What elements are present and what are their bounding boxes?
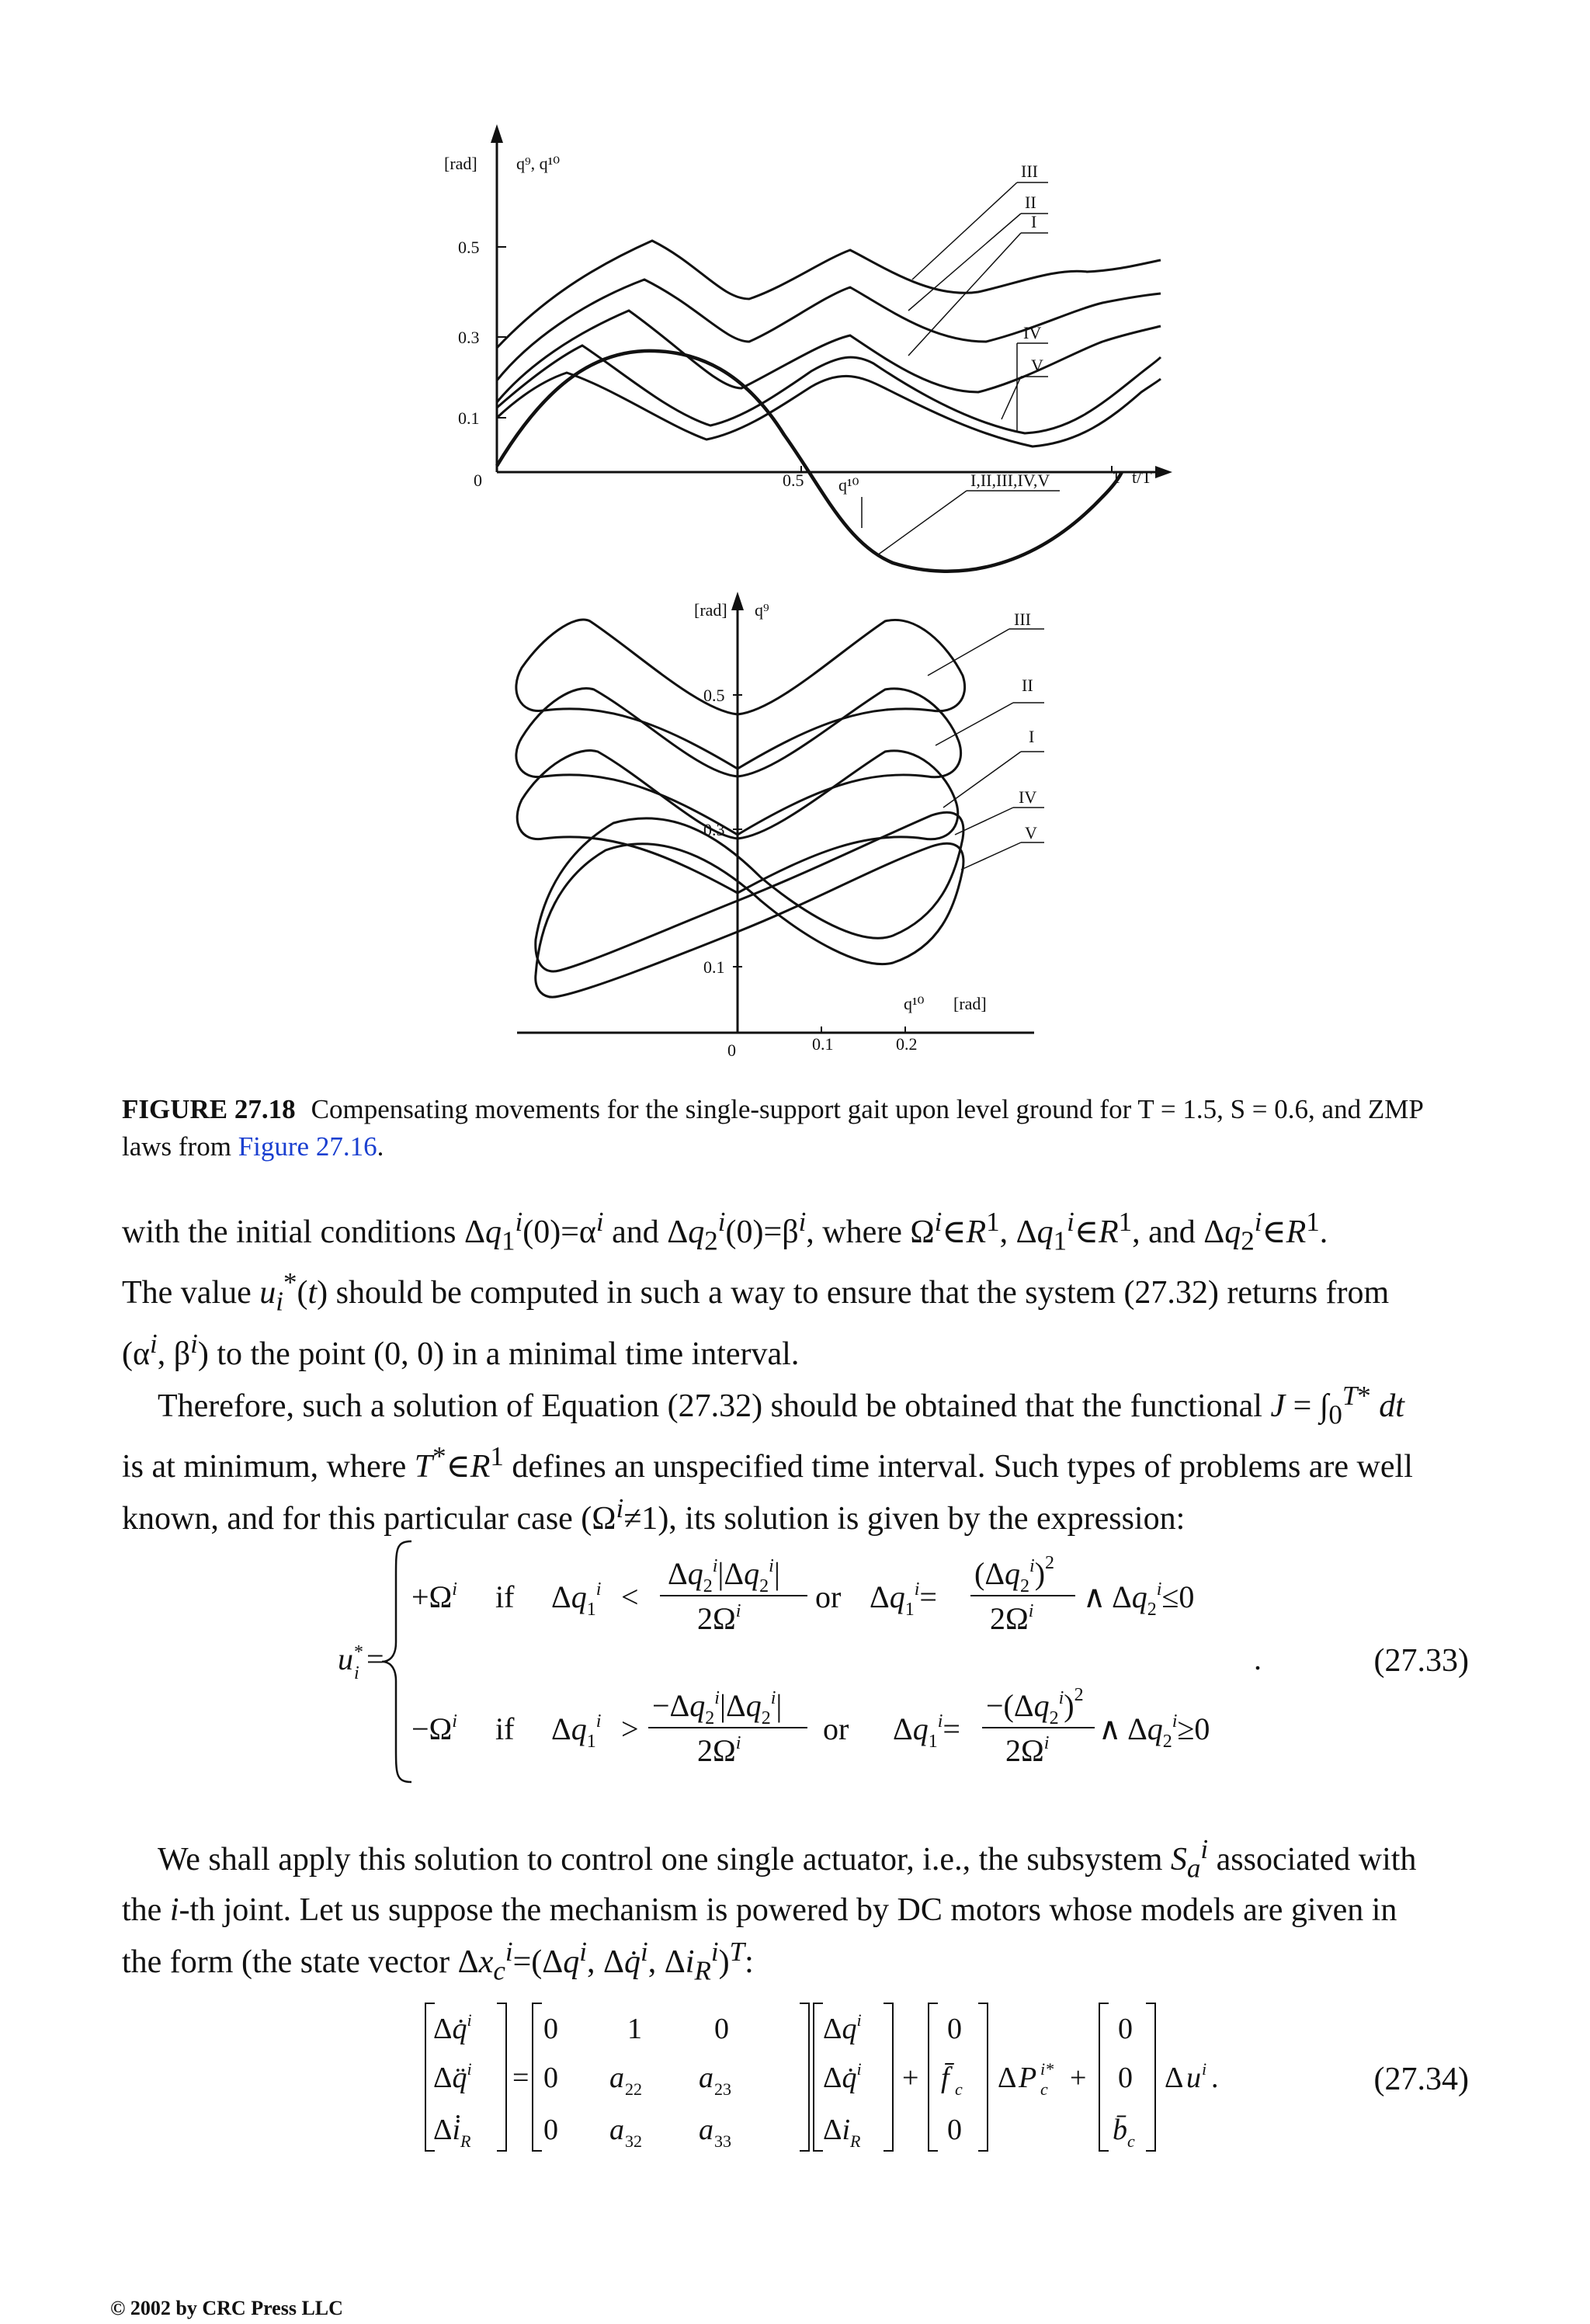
svg-text:2Ωi: $2\Omega^i$ xyxy=(990,1601,1034,1636)
svg-text:*: * xyxy=(354,1642,363,1662)
bottom-label-II: II xyxy=(1022,676,1033,695)
svg-text:∧ Δq2i≥0: ∧ $\Delta q_2^i\ge 0$ xyxy=(1099,1711,1210,1752)
top-curve-III xyxy=(497,241,1161,348)
svg-text:c: c xyxy=(1040,2079,1048,2099)
svg-text:Δq2i|Δq2i|: $\Delta q_2^i|\Delta q_2^i|$ xyxy=(668,1556,780,1596)
bottom-x-tick: 0.2 xyxy=(896,1034,918,1054)
para3-text: We shall apply this solution to control one single actuator, i.e., the subsystem xyxy=(158,1842,1163,1878)
svg-text:33: 33 xyxy=(714,2131,731,2151)
svg-text:c: c xyxy=(955,2079,963,2099)
bottom-x-unit: [rad] xyxy=(953,994,987,1013)
svg-text:0: 0 xyxy=(1118,2062,1133,2094)
bottom-y-unit: [rad] xyxy=(694,600,727,620)
top-x-tick: 1 xyxy=(1112,467,1120,487)
bottom-x-title: q¹⁰ xyxy=(904,994,925,1013)
svg-text:a: a xyxy=(609,2062,624,2094)
svg-text:P: P xyxy=(1019,2062,1037,2094)
figure-caption xyxy=(122,1091,1469,1165)
top-label-V: V xyxy=(1031,356,1043,375)
svg-text:−Ωi: $-\Omega^i$ xyxy=(411,1711,457,1746)
svg-text:=: = xyxy=(512,2062,529,2094)
svg-text:+: + xyxy=(1070,2062,1087,2094)
svg-text:a: a xyxy=(609,2114,624,2146)
top-y-tick: 0.1 xyxy=(458,408,480,428)
eq33-if: if xyxy=(495,1579,515,1614)
svg-text:Δq̈i: Δq̈$^i$ xyxy=(433,2059,472,2094)
para3-text: the form (the state vector xyxy=(122,1944,450,1981)
para1-text: , where xyxy=(806,1214,902,1250)
para1-text: and xyxy=(612,1214,659,1250)
bottom-chart xyxy=(516,592,1044,1060)
svg-text:.: . xyxy=(1211,2062,1219,2094)
svg-text:0: 0 xyxy=(543,2013,558,2045)
svg-text:22: 22 xyxy=(625,2079,642,2099)
figure-27-18 xyxy=(0,0,1590,1087)
svg-text:<: < xyxy=(621,1579,639,1614)
eq33-or: or xyxy=(815,1579,842,1614)
paragraph-3: We shall apply this solution to control one single actuator, i.e., the subsystem $S_a^i$ associated with the i-th joint. Let us suppose the mechanism is powered by DC motors whose models are given in the form (the state vector $\Delta x_c^i=(\Delta q^i$, Δq̇$^i$, $\Delta i_R^i)^T$: xyxy=(122,1834,1417,1986)
svg-text:0: 0 xyxy=(1118,2013,1133,2045)
top-y-title: q⁹, q¹⁰ xyxy=(516,154,561,173)
para1-text: to the point (0, 0) in a minimal time interval. xyxy=(217,1336,800,1372)
top-curve-q10 xyxy=(497,351,1122,571)
svg-text:+: + xyxy=(902,2062,919,2094)
svg-text:a: a xyxy=(699,2114,713,2146)
svg-text:Δqi: $\Delta q^i$ xyxy=(823,2010,862,2045)
top-x-title: t/T xyxy=(1132,467,1152,487)
copyright-footer: © 2002 by CRC Press LLC xyxy=(110,2297,343,2319)
para2-text: defines an unspecified time interval. Such types of problems are well xyxy=(512,1449,1413,1485)
para2-text: known, and for this particular case ( xyxy=(122,1501,592,1537)
bottom-y-title: q⁹ xyxy=(755,600,769,620)
top-y-tick: 0 xyxy=(474,471,482,490)
svg-text:Δq̇i: Δq̇$^i$ xyxy=(433,2010,472,2045)
equation-27-33 xyxy=(311,1530,1320,1786)
svg-text:32: 32 xyxy=(625,2131,642,2151)
svg-text:.: . xyxy=(1254,1641,1262,1676)
svg-text:0: 0 xyxy=(947,2013,962,2045)
svg-text:−Δq2i|Δq2i|: $-\Delta q_2^i|\Delta q_2^i|$ xyxy=(652,1688,783,1728)
svg-text:>: > xyxy=(621,1711,639,1746)
top-y-tick: 0.5 xyxy=(458,238,480,257)
svg-text:i: i xyxy=(1202,2059,1207,2079)
svg-text:b̄: b̄ xyxy=(1113,2114,1127,2146)
top-q10-label: q¹⁰ xyxy=(838,475,859,495)
top-label-II: II xyxy=(1025,193,1036,212)
para1-text: should be computed in such a way to ensure that the system (27.32) returns from xyxy=(335,1275,1390,1311)
top-y-unit: [rad] xyxy=(444,154,477,173)
svg-text:Δq1i=: $\Delta q_1^i=$ xyxy=(870,1579,937,1620)
paragraph-1: with the initial conditions $\Delta q_1^i(0)=\alpha^i$ and $\Delta q_2^i(0)=\beta^i$, where $\Omega^i\in R^1$, $\Delta q_1^i\in R^1$, and $\Delta q_2^i\in R^1$. The value $u_i^*(t)$ should be computed in such a way to ensure that the system (27.32) returns from ($\alpha^i$, $\beta^i$) to the point (0, 0) in a minimal time interval. Therefore, such a solution of Equation (27.32) should be obtained that the functional $J = \int_0^{T*}$ dt is at minimum, where $T^*\in R^1$ defines an unspecified time interval. Such types of problems are well known, and for this particular case $(\Omega^i\ne 1)$, its solution is given by the expression: xyxy=(122,1207,1413,1537)
top-label-IV: IV xyxy=(1023,323,1042,342)
equation-number-27-33: (27.33) xyxy=(1373,1643,1469,1679)
equation-number-27-34: (27.34) xyxy=(1373,2062,1469,2097)
top-label-III: III xyxy=(1021,162,1038,181)
top-x-tick: 0.5 xyxy=(783,471,804,490)
svg-text:∧ Δq2i≤0: ∧ $\Delta q_2^i\le 0$ xyxy=(1083,1579,1195,1620)
svg-text:c: c xyxy=(1127,2131,1135,2151)
bottom-label-I: I xyxy=(1029,727,1035,746)
bottom-x-tick: 0.1 xyxy=(812,1034,834,1054)
svg-text:ΔiR: $\Delta i_R$ xyxy=(823,2114,861,2151)
svg-text:0: 0 xyxy=(543,2114,558,2146)
svg-text:0: 0 xyxy=(714,2013,729,2045)
bottom-y-tick: 0.1 xyxy=(703,957,725,977)
svg-text:2Ωi: $2\Omega^i$ xyxy=(1005,1733,1050,1768)
svg-text:23: 23 xyxy=(714,2079,731,2099)
top-chart xyxy=(444,124,1172,571)
para3-text: the xyxy=(122,1892,162,1929)
svg-text:+Ωi: $+\Omega^i$ xyxy=(411,1579,457,1614)
svg-text:Δq̇i: Δq̇$^i$ xyxy=(823,2059,862,2094)
para3-text: associated with xyxy=(1216,1842,1417,1878)
caption-text: Compensating movements for the single-support gait upon level ground for T = 1.5, S = 0.6, and ZMP laws from xyxy=(122,1094,1423,1162)
eq33-or: or xyxy=(823,1711,849,1746)
bottom-label-III: III xyxy=(1014,610,1031,629)
svg-text:1: 1 xyxy=(627,2013,642,2045)
svg-text:=: = xyxy=(366,1641,384,1676)
para2-text: ), its solution is given by the expression: xyxy=(658,1501,1186,1537)
top-y-tick: 0.3 xyxy=(458,328,480,347)
svg-text:0: 0 xyxy=(543,2062,558,2094)
top-curve-II xyxy=(497,280,1161,380)
bottom-y-tick: 0.5 xyxy=(703,686,725,705)
svg-text:Δq1i: $\Delta q_1^i$ xyxy=(551,1579,602,1620)
para2-text: is at minimum, where xyxy=(122,1449,407,1485)
para1-text: with the initial conditions xyxy=(122,1214,457,1250)
svg-text:i: i xyxy=(354,1663,359,1683)
svg-text:Δq1i: $\Delta q_1^i$ xyxy=(551,1711,602,1752)
caption-label: FIGURE 27.18 xyxy=(122,1094,296,1124)
svg-text:2Ωi: $2\Omega^i$ xyxy=(697,1601,741,1636)
svg-text:Δ: Δ xyxy=(998,2062,1017,2094)
svg-text:0: 0 xyxy=(947,2114,962,2146)
para1-text: , and xyxy=(1132,1214,1196,1250)
para2-text: Therefore, such a solution of Equation (27.32) should be obtained that the functional xyxy=(158,1388,1262,1424)
eq33-if: if xyxy=(495,1711,515,1746)
svg-text:u: u xyxy=(338,1641,353,1676)
bottom-x-tick: 0 xyxy=(727,1040,736,1060)
bottom-y-tick: 0.3 xyxy=(703,820,725,839)
svg-text:2Ωi: $2\Omega^i$ xyxy=(697,1733,741,1768)
svg-text:f̄: f̄ xyxy=(941,2062,949,2094)
caption-end: . xyxy=(377,1131,384,1162)
equation-27-34 xyxy=(419,1996,1273,2159)
top-label-I: I xyxy=(1031,212,1037,231)
top-q10-group-label: I,II,III,IV,V xyxy=(970,471,1050,490)
svg-text:−(Δq2i)2: $-(\Delta q_2^i)^2$ xyxy=(986,1685,1084,1728)
svg-text:i*: i* xyxy=(1040,2059,1054,2079)
svg-text:u: u xyxy=(1186,2062,1201,2094)
top-curve-V xyxy=(497,373,1161,446)
svg-text:Δ: Δ xyxy=(1165,2062,1184,2094)
bottom-label-V: V xyxy=(1025,823,1037,842)
svg-text:(Δq2i)2: $(\Delta q_2^i)^2$ xyxy=(974,1553,1055,1596)
caption-figure-link[interactable]: Figure 27.16 xyxy=(238,1131,377,1162)
bottom-label-IV: IV xyxy=(1019,787,1037,807)
svg-text:Δq1i=: $\Delta q_1^i=$ xyxy=(893,1711,960,1752)
para1-text: The value xyxy=(122,1275,252,1311)
para3-text: -th joint. Let us suppose the mechanism is powered by DC motors whose models are given in xyxy=(179,1892,1397,1929)
svg-text:Δi̇R: $\Delta i̇_R$ xyxy=(433,2114,471,2151)
svg-text:a: a xyxy=(699,2062,713,2094)
